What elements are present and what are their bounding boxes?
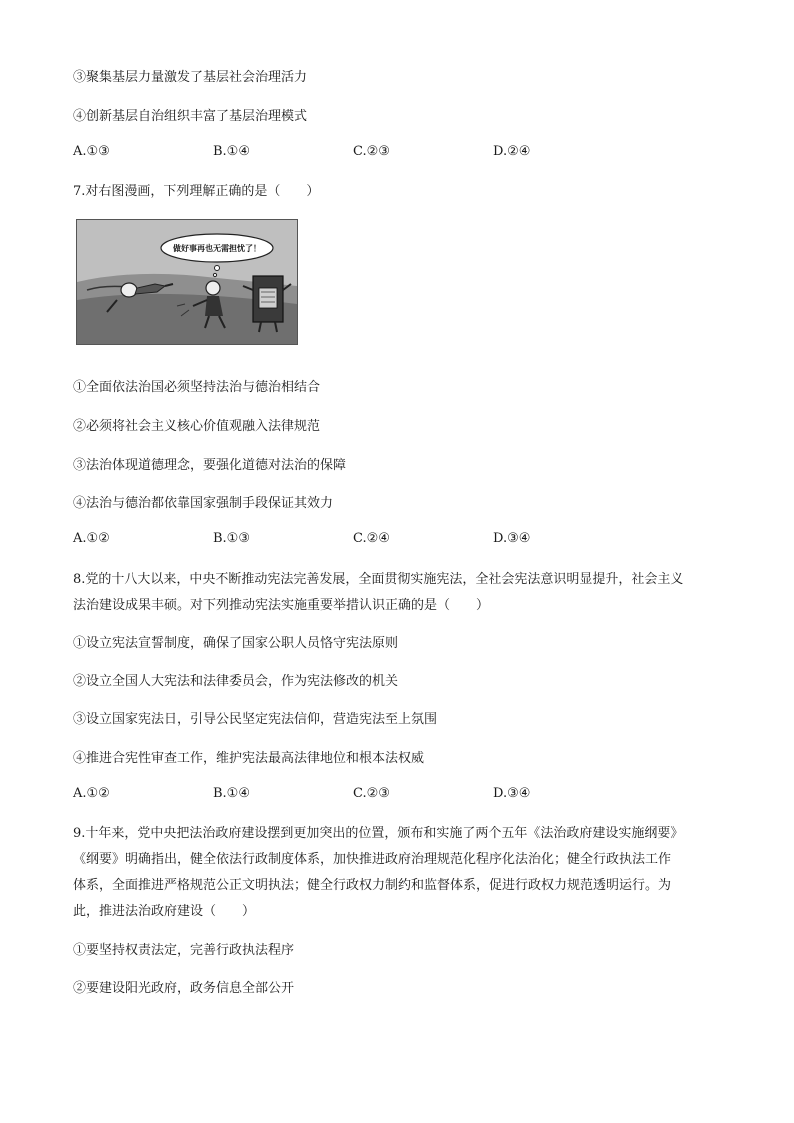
q9-stem-line-3: 体系，全面推进严格规范公正文明执法；健全行政权力制约和监督体系，促进行政权力规范透明运行。为 xyxy=(73,878,672,893)
prev-item-4: ④创新基层自治组织丰富了基层治理模式 xyxy=(73,109,308,124)
option-a: A.①② xyxy=(73,786,110,801)
q8-stem-line-1: 8.党的十八大以来，中央不断推动宪法完善发展，全面贯彻实施宪法，全社会宪法意识明显提升，社会主义 xyxy=(73,572,684,587)
q9-item-1: ①要坚持权责法定，完善行政执法程序 xyxy=(73,943,295,958)
q7-item-2: ②必须将社会主义核心价值观融入法律规范 xyxy=(73,419,321,434)
speech-bubble-text: 做好事再也无需担忧了！ xyxy=(173,244,261,253)
cartoon-drawing xyxy=(77,220,297,344)
q8-item-1: ①设立宪法宣誓制度，确保了国家公职人员恪守宪法原则 xyxy=(73,636,399,651)
q9-stem-line-1: 9.十年来，党中央把法治政府建设摆到更加突出的位置，颁布和实施了两个五年《法治政府建设实施纲要》 xyxy=(73,826,684,841)
q7-item-3: ③法治体现道德理念，要强化道德对法治的保障 xyxy=(73,458,347,473)
q9-item-2: ②要建设阳光政府，政务信息全部公开 xyxy=(73,981,295,996)
q7-cartoon xyxy=(76,219,298,345)
prev-item-3: ③聚集基层力量激发了基层社会治理活力 xyxy=(73,70,308,85)
option-a: A.①③ xyxy=(73,144,110,159)
option-b: B.①③ xyxy=(213,531,250,546)
q9-stem-line-2: 《纲要》明确指出，健全依法行政制度体系，加快推进政府治理规范化程序化法治化；健全行政执法工作 xyxy=(73,852,672,867)
option-d: D.③④ xyxy=(493,786,531,801)
option-d: D.②④ xyxy=(493,144,531,159)
option-c: C.②③ xyxy=(353,786,390,801)
option-c: C.②③ xyxy=(353,144,390,159)
q8-stem-line-2: 法治建设成果丰硕。对下列推动宪法实施重要举措认识正确的是（ ） xyxy=(73,598,490,613)
option-a: A.①② xyxy=(73,531,110,546)
option-b: B.①④ xyxy=(213,786,250,801)
option-c: C.②④ xyxy=(353,531,390,546)
q7-item-1: ①全面依法治国必须坚持法治与德治相结合 xyxy=(73,380,321,395)
q7-item-4: ④法治与德治都依靠国家强制手段保证其效力 xyxy=(73,496,334,511)
q7-stem: 7.对右图漫画，下列理解正确的是（ ） xyxy=(73,184,320,199)
option-b: B.①④ xyxy=(213,144,250,159)
q9-stem-line-4: 此，推进法治政府建设（ ） xyxy=(73,904,256,919)
q8-item-4: ④推进合宪性审查工作，维护宪法最高法律地位和根本法权威 xyxy=(73,751,425,766)
q8-item-3: ③设立国家宪法日，引导公民坚定宪法信仰，营造宪法至上氛围 xyxy=(73,712,438,727)
option-d: D.③④ xyxy=(493,531,531,546)
q8-item-2: ②设立全国人大宪法和法律委员会，作为宪法修改的机关 xyxy=(73,674,399,689)
